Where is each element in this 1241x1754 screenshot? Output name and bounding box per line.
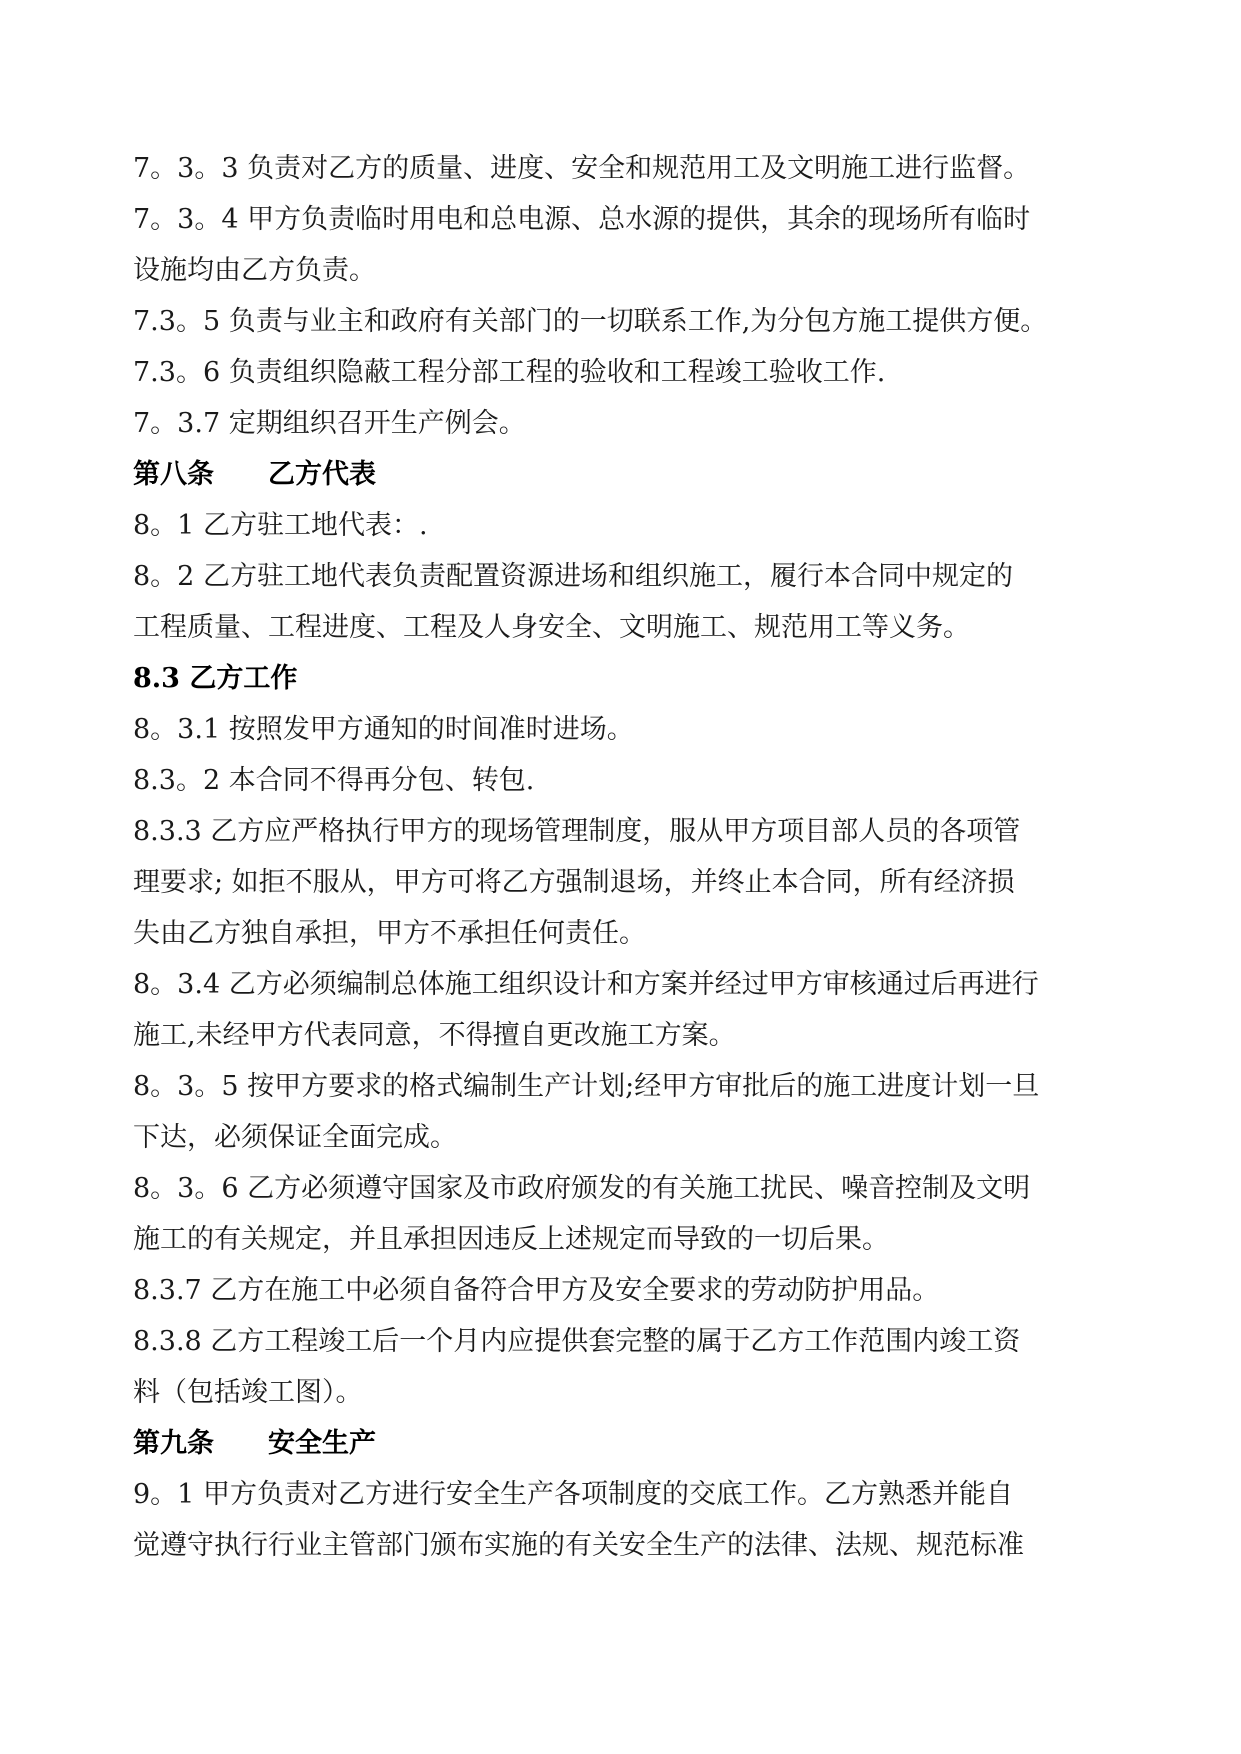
text-line: 失由乙方独自承担，甲方不承担任何责任。 [133,918,646,949]
text-line: 8.3.3 乙方应严格执行甲方的现场管理制度，服从甲方项目部人员的各项管 [133,816,1021,847]
text-line: 8.3。2 本合同不得再分包、转包. [133,765,535,796]
text-line: 7。3。3 负责对乙方的质量、进度、安全和规范用工及文明施工进行监督。 [133,153,1031,184]
text-line: 设施均由乙方负责。 [133,255,376,286]
text-line: 7.3。5 负责与业主和政府有关部门的一切联系工作,为分包方施工提供方便。 [133,306,1048,337]
text-line: 8。3.4 乙方必须编制总体施工组织设计和方案并经过甲方审核通过后再进行 [133,969,1039,1000]
text-line: 8.3.7 乙方在施工中必须自备符合甲方及安全要求的劳动防护用品。 [133,1275,940,1306]
text-line: 下达，必须保证全面完成。 [133,1122,457,1153]
text-line: 理要求; 如拒不服从，甲方可将乙方强制退场，并终止本合同，所有经济损 [133,867,1015,898]
text-line: 料（包括竣工图）。 [133,1377,363,1408]
text-line: 8。1 乙方驻工地代表：. [133,510,428,541]
text-line: 8.3.8 乙方工程竣工后一个月内应提供套完整的属于乙方工作范围内竣工资 [133,1326,1021,1357]
text-line: 7.3。6 负责组织隐蔽工程分部工程的验收和工程竣工验收工作. [133,357,886,388]
text-line: 7。3。4 甲方负责临时用电和总电源、总水源的提供，其余的现场所有临时 [133,204,1031,235]
section-heading [133,1418,1068,1469]
text-line: 觉遵守执行行业主管部门颁布实施的有关安全生产的法律、法规、规范标准 [133,1530,1024,1561]
text-line: 8。2 乙方驻工地代表负责配置资源进场和组织施工，履行本合同中规定的 [133,561,1013,592]
text-line: 8。3。6 乙方必须遵守国家及市政府颁发的有关施工扰民、噪音控制及文明 [133,1173,1031,1204]
text-line: 工程质量、工程进度、工程及人身安全、文明施工、规范用工等义务。 [133,612,970,643]
text-line: 8。3.1 按照发甲方通知的时间准时进场。 [133,714,634,745]
text-line: 7。3.7 定期组织召开生产例会。 [133,408,526,439]
text-line: 8。3。5 按甲方要求的格式编制生产计划;经甲方审批后的施工进度计划一旦 [133,1071,1040,1102]
document-body [133,143,1068,1571]
section-title: 乙方代表 [268,459,376,490]
subsection-title: 乙方工作 [189,663,298,694]
section-title: 安全生产 [268,1428,376,1459]
text-line: 施工的有关规定，并且承担因违反上述规定而导致的一切后果。 [133,1224,889,1255]
text-line: 9。1 甲方负责对乙方进行安全生产各项制度的交底工作。乙方熟悉并能自 [133,1479,1013,1510]
text-line: 施工,未经甲方代表同意，不得擅自更改施工方案。 [133,1020,736,1051]
subsection-heading [133,653,1068,704]
section-heading [133,449,1068,500]
section-number: 第九条 [133,1428,214,1459]
section-number: 第八条 [133,459,214,490]
subsection-number: 8.3 [133,663,180,694]
